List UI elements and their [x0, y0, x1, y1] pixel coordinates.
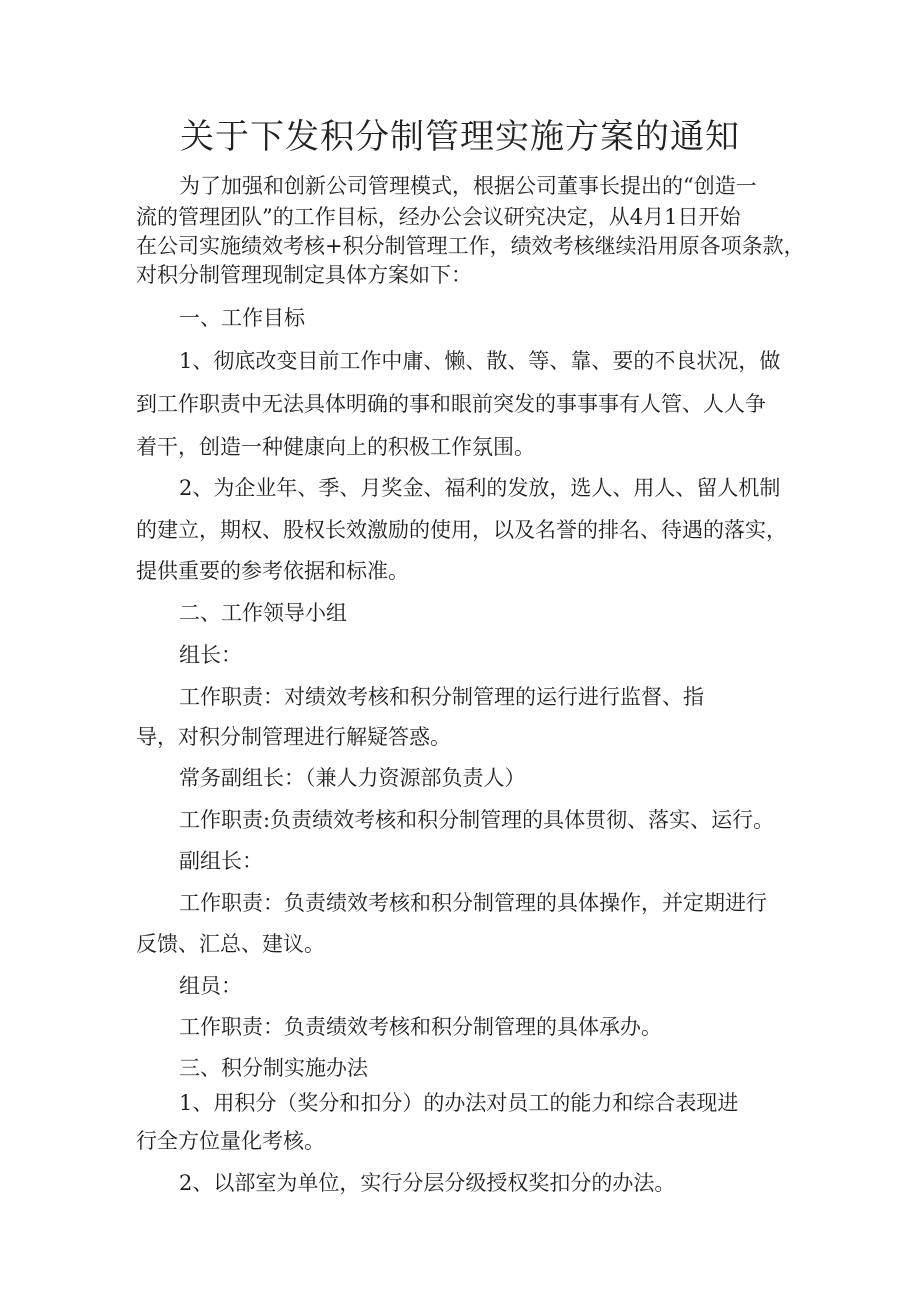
paragraph-line: 提供重要的参考依据和标准。 — [136, 559, 409, 583]
intro-line: 对积分制管理现制定具体方案如下： — [136, 263, 472, 287]
section-heading-goals: 一、工作目标 — [179, 306, 305, 330]
role-duty-line: 工作职责：负责绩效考核和积分制管理的具体承办。 — [179, 1015, 662, 1039]
intro-line: 流的管理团队”的工作目标，经办公会议研究决定，从4月1日开始 — [136, 205, 741, 229]
section-heading-leadership: 二、工作领导小组 — [179, 601, 347, 625]
role-duty-line: 反馈、汇总、建议。 — [136, 932, 325, 956]
paragraph-line: 行全方位量化考核。 — [136, 1129, 325, 1153]
role-label-deputy: 副组长： — [179, 849, 263, 873]
paragraph-line: 的建立，期权、股权长效激励的使用，以及名誉的排名、待遇的落实， — [136, 518, 787, 542]
section-heading-implementation: 三、积分制实施办法 — [179, 1056, 368, 1080]
paragraph-line: 2、以部室为单位，实行分层分级授权奖扣分的办法。 — [179, 1171, 676, 1195]
role-duty-line: 工作职责：负责绩效考核和积分制管理的具体操作，并定期进行 — [179, 891, 767, 915]
role-label-leader: 组长： — [179, 643, 242, 667]
role-label-exec-deputy: 常务副组长：（兼人力资源部负责人） — [179, 766, 526, 790]
document-title: 关于下发积分制管理实施方案的通知 — [180, 117, 740, 157]
role-duty-line: 导，对积分制管理进行解疑答惑。 — [136, 725, 451, 749]
paragraph-line: 1、用积分（奖分和扣分）的办法对员工的能力和综合表现进 — [179, 1091, 739, 1115]
role-duty-line: 工作职责:负责绩效考核和积分制管理的具体贯彻、落实、运行。 — [179, 808, 775, 832]
paragraph-line: 2、为企业年、季、月奖金、福利的发放，选人、用人、留人机制 — [179, 476, 781, 500]
role-label-member: 组员： — [179, 974, 242, 998]
paragraph-line: 着干，创造一种健康向上的积极工作氛围。 — [136, 435, 535, 459]
role-duty-line: 工作职责：对绩效考核和积分制管理的运行进行监督、指 — [179, 685, 704, 709]
paragraph-line: 到工作职责中无法具体明确的事和眼前突发的事事事有人管、人人争 — [136, 392, 766, 416]
intro-line: 在公司实施绩效考核+积分制管理工作，绩效考核继续沿用原各项条款， — [136, 234, 805, 258]
intro-line: 为了加强和创新公司管理模式，根据公司董事长提出的“创造一 — [179, 174, 757, 198]
paragraph-line: 1、彻底改变目前工作中庸、懒、散、等、靠、要的不良状况，做 — [179, 349, 781, 373]
